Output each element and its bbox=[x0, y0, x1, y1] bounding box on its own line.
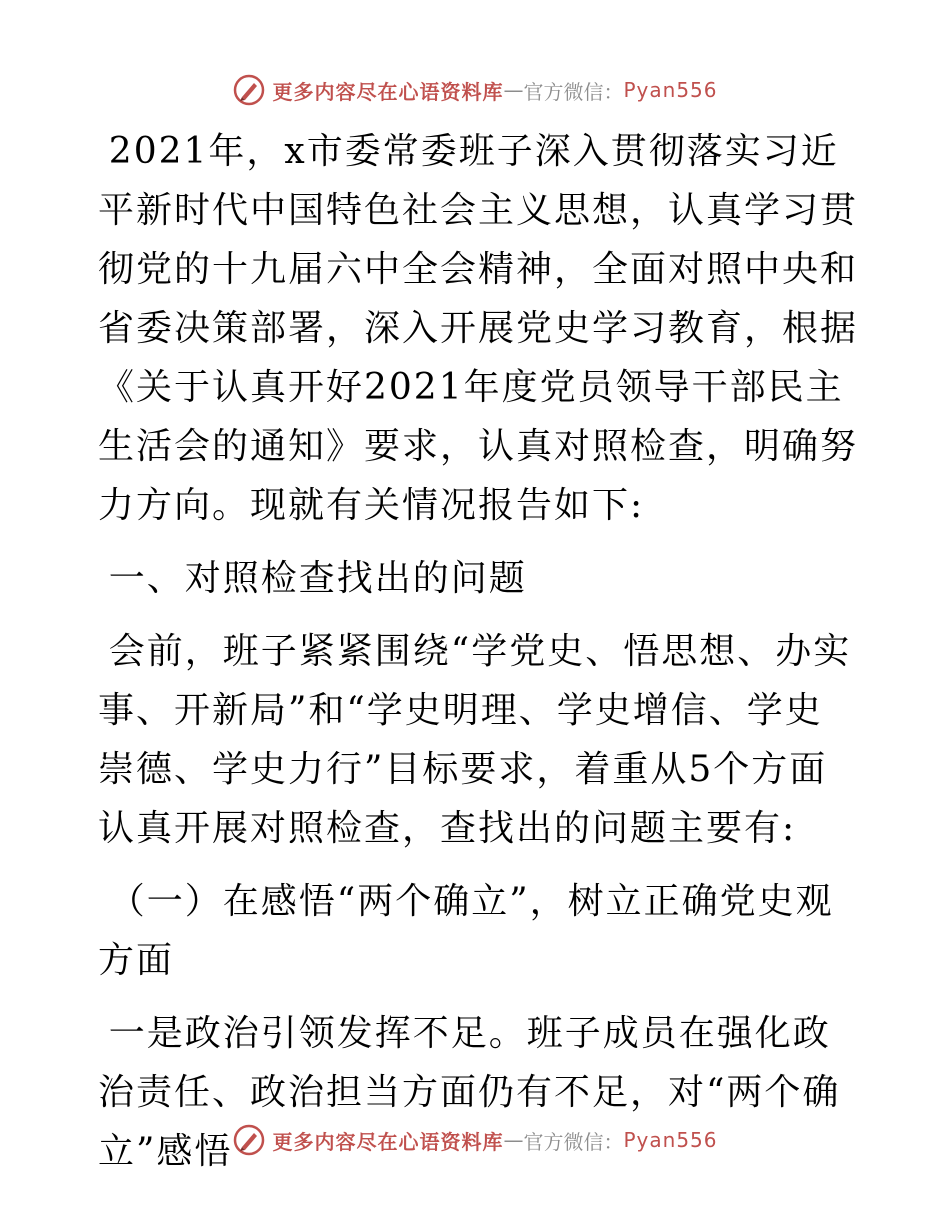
problem-paragraph: 一是政治引领发挥不足。班子成员在强化政治责任、政治担当方面仍有不足，对“两个确立”感悟 bbox=[98, 1013, 841, 1172]
document-body bbox=[98, 122, 858, 1181]
watermark-banner-top bbox=[0, 70, 950, 110]
subsection-heading: （一）在感悟“两个确立”，树立正确党史观方面 bbox=[98, 881, 834, 981]
watermark-dash: — bbox=[503, 1128, 524, 1152]
watermark-sub-text: 官方微信： bbox=[523, 1129, 624, 1154]
watermark-main-text: 更多内容尽在心语资料库 bbox=[272, 79, 504, 104]
watermark-id: Pyan556 bbox=[623, 1128, 718, 1152]
pen-circle-icon bbox=[232, 1123, 266, 1157]
watermark-id: Pyan556 bbox=[623, 78, 718, 102]
watermark-main-text: 更多内容尽在心语资料库 bbox=[272, 1129, 504, 1154]
pre-meeting-paragraph: 会前，班子紧紧围绕“学党史、悟思想、办实事、开新局”和“学史明理、学史增信、学史崇德、学史力行”目标要求，着重从5个方面认真开展对照检查，查找出的问题主要有: bbox=[98, 631, 852, 849]
watermark-dash: — bbox=[503, 78, 524, 102]
watermark-banner-bottom bbox=[0, 1120, 950, 1160]
intro-paragraph: 2021年，x市委常委班子深入贯彻落实习近平新时代中国特色社会主义思想，认真学习贯彻党的十九届六中全会精神，全面对照中央和省委决策部署，深入开展党史学习教育，根据《关于认真开好2021年度党员领导干部民主生活会的通知》要求，认真对照检查，明确努力方向。现就有关情况报告如下: bbox=[98, 131, 859, 526]
watermark-sub-text: 官方微信： bbox=[523, 79, 624, 104]
pen-circle-icon bbox=[232, 73, 266, 107]
section-heading: 一、对照检查找出的问题 bbox=[108, 558, 527, 599]
